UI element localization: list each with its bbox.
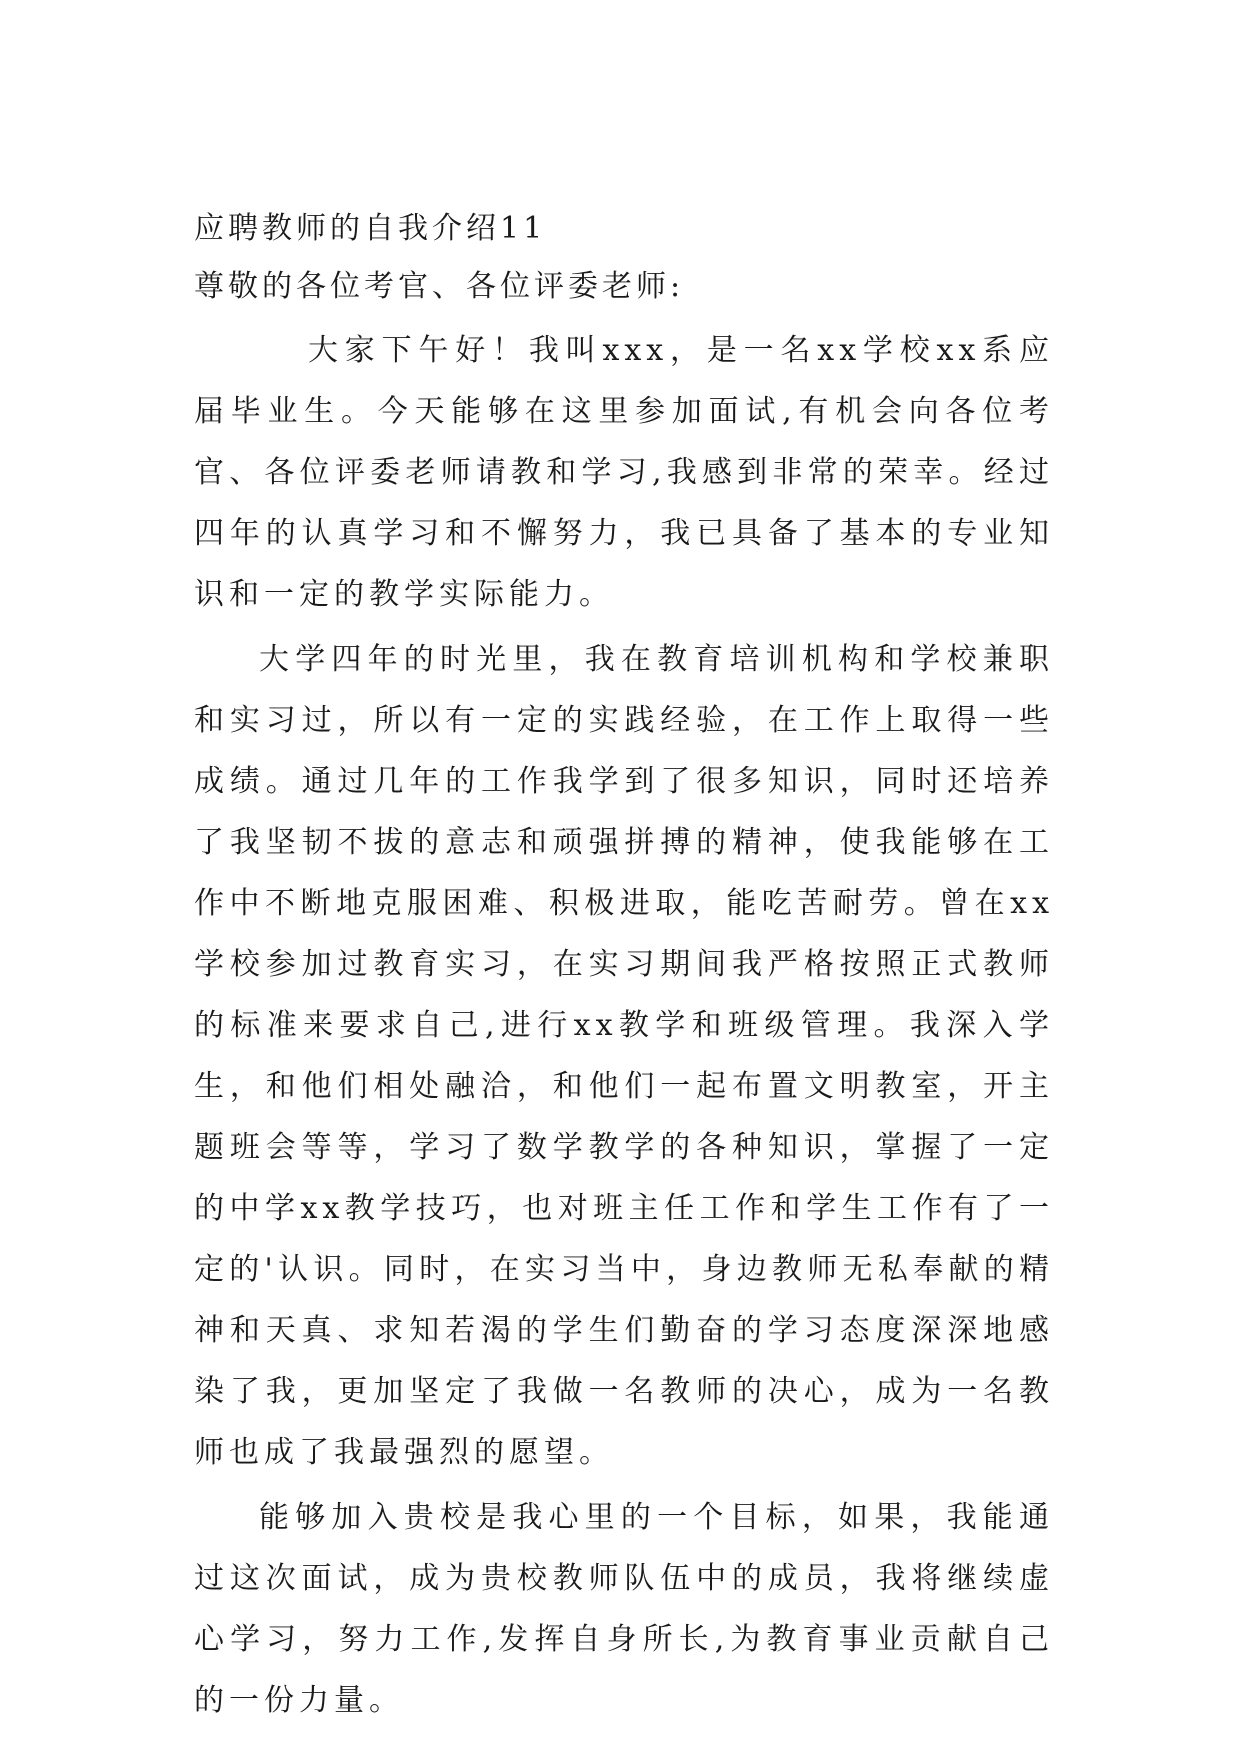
document-title: 应聘教师的自我介绍11: [194, 211, 547, 246]
paragraph-goal: 能够加入贵校是我心里的一个目标，如果，我能通过这次面试，成为贵校教师队伍中的成员，我将继续虚心学习，努力工作,发挥自身所长,为教育事业贡献自己的一份力量。: [194, 1500, 1054, 1718]
paragraph-intro: 大家下午好！我叫xxx，是一名xx学校xx系应届毕业生。今天能够在这里参加面试,有机会向各位考官、各位评委老师请教和学习,我感到非常的荣幸。经过四年的认真学习和不懈努力，我已具备了基本的专业知识和一定的教学实际能力。: [194, 333, 1054, 612]
paragraph-experience: 大学四年的时光里，我在教育培训机构和学校兼职和实习过，所以有一定的实践经验，在工作上取得一些成绩。通过几年的工作我学到了很多知识，同时还培养了我坚韧不拔的意志和顽强拼搏的精神，使我能够在工作中不断地克服困难、积极进取，能吃苦耐劳。曾在xx学校参加过教育实习，在实习期间我严格按照正式教师的标准来要求自己,进行xx教学和班级管理。我深入学生，和他们相处融洽，和他们一起布置文明教室，开主题班会等等，学习了数学教学的各种知识，掌握了一定的中学xx教学技巧，也对班主任工作和学生工作有了一定的'认识。同时，在实习当中，身边教师无私奉献的精神和天真、求知若渴的学生们勤奋的学习态度深深地感染了我，更加坚定了我做一名教师的决心，成为一名教师也成了我最强烈的愿望。: [194, 642, 1054, 1470]
document-body: [194, 200, 1054, 1731]
salutation: 尊敬的各位考官、各位评委老师:: [194, 269, 685, 304]
